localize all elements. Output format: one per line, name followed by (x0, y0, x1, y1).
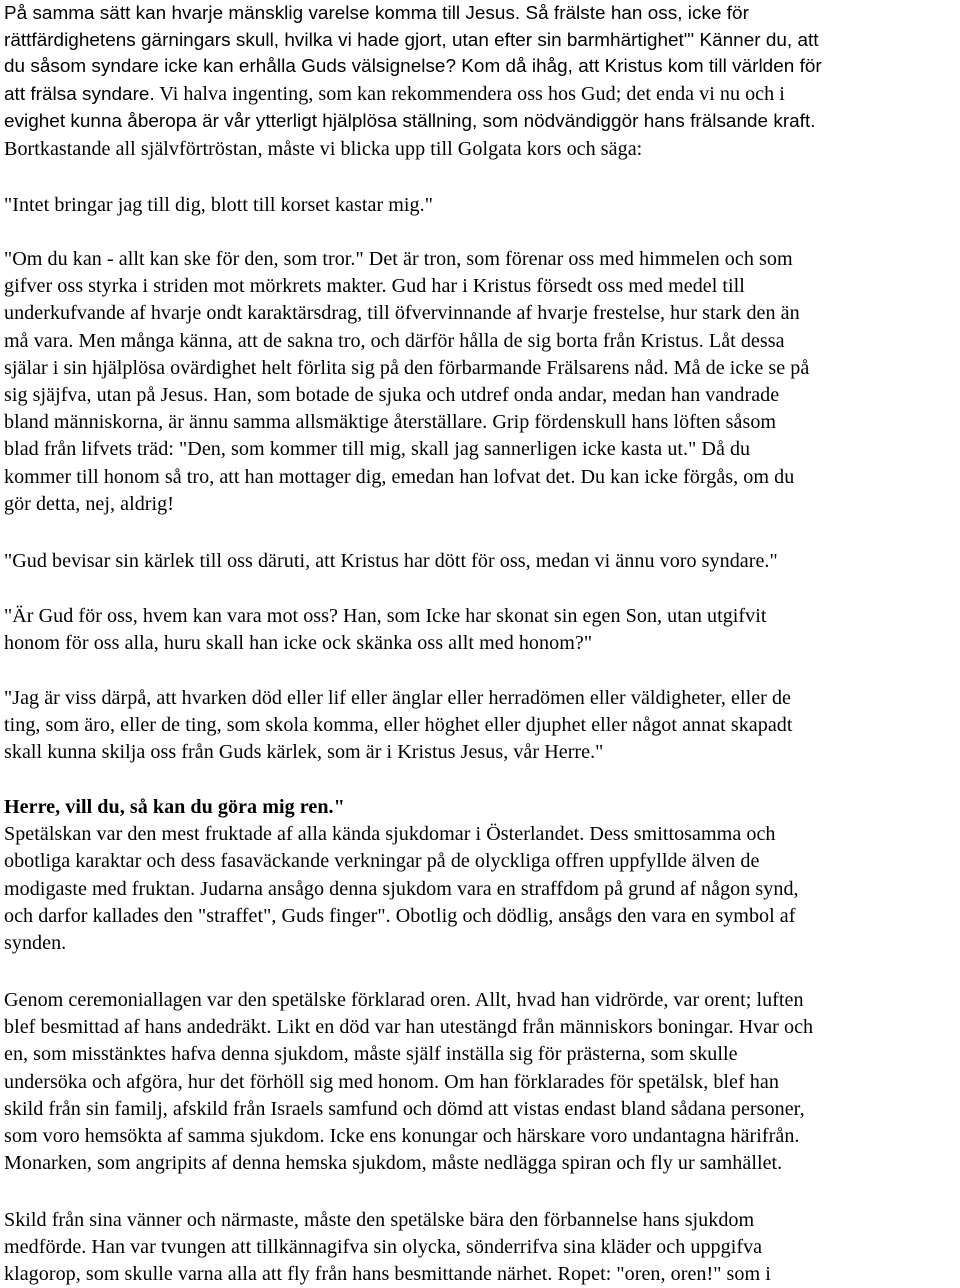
text-line: "Är Gud för oss, hvem kan vara mot oss? Han, som Icke har skonat sin egen Son, utan utgifvit (4, 605, 767, 627)
text-line: Skild från sina vänner och närmaste, måste den spetälske bära den förbannelse hans sjukdom (4, 1209, 755, 1231)
text-line: kommer till honom så tro, att han mottager dig, emedan han lofvat det. Du kan icke förgås, om du (4, 465, 795, 488)
text-line: Bortkastande all självförtröstan, måste vi blicka upp till Golgata kors och säga: (4, 137, 643, 160)
text-line: gör detta, nej, aldrig! (4, 492, 174, 515)
text-line: obotliga karaktar och dess fasaväckande verkningar på de olyckliga offren uppfyllde älven de (4, 850, 760, 873)
text-line: "Intet bringar jag till dig, blott till korset kastar mig." (4, 194, 433, 216)
paragraph-1 (4, 1, 956, 163)
text-line: skall kunna skilja oss från Guds kärlek, som är i Kristus Jesus, vår Herre." (4, 741, 604, 764)
text-line: "Jag är viss därpå, att hvarken död eller lif eller änglar eller herradömen eller väldigheter, eller de (4, 687, 792, 709)
text-line: skild från sin familj, afskild från Israels samfund och dömd att vistas endast bland sådana personer, (4, 1097, 805, 1120)
text-line: bland människorna, är ännu samma allsmäktige återställare. Grip fördenskull hans löften såsom (4, 411, 777, 434)
text-line: Spetälskan var den mest fruktade af alla kända sjukdomar i Österlandet. Dess smittosamma och (4, 823, 776, 846)
paragraph-5 (4, 1207, 956, 1288)
text-line: du såsom syndare icke kan erhålla Guds välsignelse? Kom då ihåg, att Kristus kom till världen för (4, 56, 822, 78)
text-segment: att frälsa syndare. (4, 84, 155, 106)
paragraph-2 (4, 246, 956, 518)
text-line: undersöka och afgöra, hur det förhöll sig med honom. Om han förklarades för spetälsk, blef han (4, 1070, 779, 1093)
text-segment: Vi halva ingenting, som kan rekommendera oss hos Gud; det enda vi nu och i (154, 83, 785, 106)
text-line: honom för oss alla, huru skall han icke ock skänka oss allt med honom?" (4, 632, 593, 655)
text-line (4, 81, 956, 109)
text-line: Genom ceremoniallagen var den spetälske förklarad oren. Allt, hvad han vidrörde, var orent; luften (4, 989, 804, 1011)
text-line: "Gud bevisar sin kärlek till oss däruti, att Kristus har dött för oss, medan vi ännu voro syndare." (4, 550, 778, 572)
text-line: "Om du kan - allt kan ske för den, som tror." Det är tron, som förenar oss med himmelen och som (4, 248, 793, 270)
text-line: synden. (4, 932, 67, 955)
section-heading: Herre, vill du, så kan du göra mig ren." (4, 796, 345, 818)
text-line: evighet kunna åberopa är vår ytterligt hjälplösa ställning, som nödvändiggör hans frälsande kraft. (4, 110, 816, 132)
quote-4 (4, 685, 956, 767)
quote-3 (4, 603, 956, 657)
text-line: blef besmittad af hans andedräkt. Likt en död var han utestängd från människors boningar. Hvar och (4, 1016, 814, 1039)
text-line: ting, som äro, eller de ting, som skola komma, eller höghet eller djuphet eller något annat skapadt (4, 714, 793, 737)
paragraph-4 (4, 987, 956, 1177)
text-line: en, som misstänktes hafva denna sjukdom, måste själf inställa sig för prästerna, som skulle (4, 1043, 738, 1066)
text-line: som voro hemsökta af samma sjukdom. Icke ens konungar och härskare voro undantagna härifrån. (4, 1125, 800, 1148)
text-line: sig sjäjfva, utan på Jesus. Han, som botade de sjuka och utdref onda andar, medan han vandrade (4, 384, 780, 407)
text-line: och darfor kallades den "straffet", Guds finger". Obotlig och dödlig, ansågs den vara en symbol af (4, 904, 796, 927)
section-leprosy (4, 794, 956, 957)
text-line: modigaste med fruktan. Judarna ansågo denna sjukdom vara en straffdom på grund af någon synd, (4, 877, 799, 900)
quote-2 (4, 548, 956, 575)
text-line: må vara. Men många känna, att de sakna tro, och därför hålla de sig borta från Kristus. Låt dessa (4, 329, 785, 352)
text-line: gifver oss styrka i striden mot mörkrets makter. Gud har i Kristus försedt oss med medel till (4, 275, 745, 298)
text-line: Monarken, som angripits af denna hemska sjukdom, måste nedlägga spiran och fly ur samhället. (4, 1152, 783, 1175)
text-line: medförde. Han var tvungen att tillkännagifva sin olycka, sönderrifva sina kläder och uppgifva (4, 1236, 763, 1259)
quote-1 (4, 192, 956, 219)
text-line: underkufvande af hvarje ondt karaktärsdrag, till öfvervinnande af hvarje frestelse, hur stark den än (4, 302, 800, 325)
text-line: själar i sin hjälplösa ovärdighet helt förlita sig på den förbarmande Frälsarens nåd. Må de icke se på (4, 356, 810, 379)
text-line: klagorop, som skulle varna alla att fly från hans besmittande närhet. Ropet: "oren, oren!" som i (4, 1263, 771, 1286)
text-line: rättfärdighetens gärningars skull, hvilka vi hade gjort, utan efter sin barmhärtighet"' Känner du, att (4, 29, 819, 51)
text-line: blad från lifvets träd: "Den, som kommer till mig, skall jag sannerligen icke kasta ut." Då du (4, 438, 751, 461)
text-line: På samma sätt kan hvarje mänsklig varelse komma till Jesus. Så frälste han oss, icke för (4, 3, 749, 24)
